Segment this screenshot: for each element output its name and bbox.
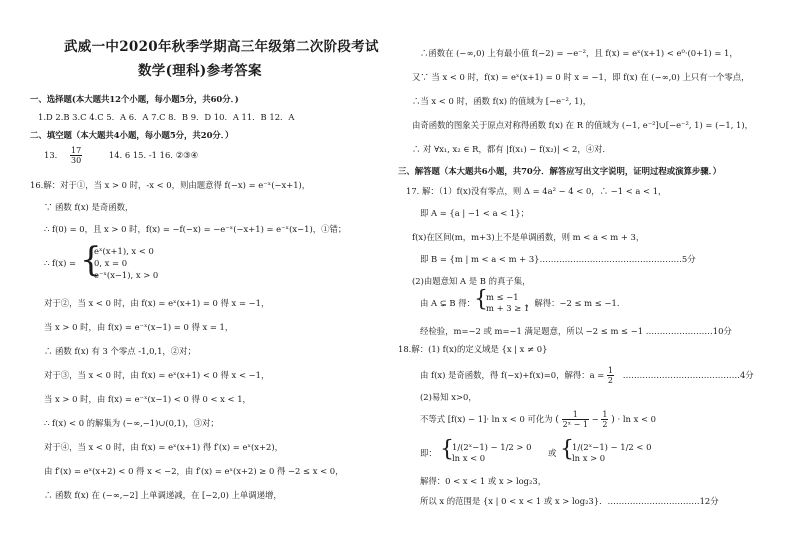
sol18-case-a: 1/(2ˣ−1) − 1/2 > 0	[452, 442, 532, 452]
fill-remaining-answers: 14. 6 15. -1 16. ②③④	[108, 150, 199, 160]
sol16-cont-line-3: ∴当 x < 0 时，函数 f(x) 的值域为 [−e⁻², 1)，	[412, 96, 592, 106]
sol16-cont-line-1: ∴函数在 (−∞,0) 上有最小值 f(−2) = −e⁻²，且 f(x) = eˣ(x+1) < e⁰·(0+1) = 1，	[420, 48, 738, 58]
q13-denominator: 30	[71, 156, 82, 165]
sol18-line-2-score: ……………………………………4分	[622, 370, 754, 380]
section-choice-heading: 一、选择题(本大题共12个小题，每小题5分，共60分．)	[30, 94, 239, 104]
sol18-line-2-text: 由 f(x) 是奇函数，得 f(−x)+f(x)=0，解得：a =	[420, 370, 605, 380]
q13-numerator: 17	[71, 146, 82, 155]
sol17-system-b: m + 3 ≥ 1	[486, 303, 530, 313]
page-title: 武威一中2020年秋季学期高三年级第二次阶段考试	[64, 39, 379, 55]
a-value-denominator: 2	[607, 376, 614, 385]
piecewise-brace-icon: {	[80, 240, 102, 280]
inequality-denominator: 2ˣ − 1	[562, 420, 589, 429]
sol18-line-6: 解得：0 < x < 1 或 x > log₂3，	[420, 476, 547, 486]
sol18-case-b: ln x < 0	[452, 453, 486, 463]
sol16-line-2: ∵ 函数 f(x) 是奇函数，	[44, 202, 134, 212]
sol16-cont-line-2: 又∵ 当 x < 0 时，f(x) = eˣ(x+1) = 0 时 x = −1，即 f(x) 在 (−∞,0) 上只有一个零点，	[412, 72, 750, 82]
sol17-system-a: m ≤ −1	[486, 292, 519, 302]
sol17-line-7: 经检验，m=−2 或 m=−1 满足题意，所以 −2 ≤ m ≤ −1 ……………………10分	[420, 326, 732, 336]
sol16-line-1: 16.解：对于①，当 x > 0 时，-x < 0，则由题意得 f(−x) = e⁻ˣ(−x+1)，	[30, 180, 311, 190]
sol16-piecewise-lhs: ∴ f(x) =	[44, 258, 77, 268]
section-fill-heading: 二、填空题（本大题共4小题，每小题5分，共20分．）	[30, 130, 234, 140]
a-value-fraction	[607, 366, 614, 385]
page-subtitle: 数学(理科)参考答案	[138, 63, 262, 79]
sol16-line-8: 对于③，当 x < 0 时，由 f(x) = eˣ(x+1) < 0 得 x < −1，	[44, 370, 270, 380]
sol16-line-3: ∴ f(0) = 0，且 x > 0 时，f(x) = −f(−x) = −e⁻ˣ(−x+1) = e⁻ˣ(x−1)，①错；	[44, 224, 347, 234]
right-column	[398, 0, 770, 560]
sol17-line-5: (2)由题意知 A 是 B 的真子集，	[412, 276, 531, 286]
sol17-line-4: 即 B = {m | m < a < m + 3}……………………………………………5分	[420, 254, 696, 264]
sol16-piece-b: 0, x = 0	[94, 258, 128, 268]
sol17-system-result: ，解得：−2 ≤ m ≤ −1．	[526, 298, 626, 308]
sol16-line-7: ∴ 函数 f(x) 有 3 个零点 -1,0,1，②对；	[44, 346, 196, 356]
sol17-line-2: 即 A = {a | −1 < a < 1}；	[420, 208, 529, 218]
sol18-line-3: (2)易知 x>0，	[420, 392, 477, 402]
sol16-piece-a: eˣ(x+1), x < 0	[94, 246, 154, 256]
sol16-line-6: 当 x > 0 时，由 f(x) = e⁻ˣ(x−1) = 0 得 x = 1，	[44, 322, 234, 332]
sol16-line-12: 由 f′(x) = eˣ(x+2) < 0 得 x < −2，由 f′(x) = eˣ(x+2) ≥ 0 得 −2 ≤ x < 0，	[44, 466, 344, 476]
inequality-minus: −	[591, 414, 599, 424]
sol16-line-5: 对于②，当 x < 0 时，由 f(x) = eˣ(x+1) = 0 得 x = −1，	[44, 298, 270, 308]
a-value-numerator: 1	[607, 366, 614, 375]
system-brace-left-icon: {	[440, 437, 454, 462]
sol18-or: 或	[548, 448, 557, 458]
sol17-system-lhs: 由 A ⊊ B 得：	[420, 298, 475, 308]
sol18-case-c: 1/(2ˣ−1) − 1/2 < 0	[572, 442, 652, 452]
sol18-line-2	[420, 366, 754, 385]
sol16-line-11: 对于④，当 x < 0 时，由 f(x) = eˣ(x+1) 得 f′(x) = eˣ(x+2)，	[44, 442, 283, 452]
sol18-line-4: 不等式 [f(x) − 1]· ln x < 0 可化为 ( $\frac{1}{\text{2ˣ − 1}}$ − $\frac{1}{2}$ ) · ln x < 0	[420, 410, 656, 429]
sol16-line-10: ∴ f(x) < 0 的解集为 (−∞,−1)∪(0,1)，③对；	[44, 418, 219, 428]
sol17-line-3: f(x)在区间(m，m+3)上不是单调函数，则 m < a < m + 3，	[412, 232, 645, 242]
choice-answers: 1.D 2.B 3.C 4.C 5．A 6．A 7.C 8．B 9．D 10．A 11．B 12．A	[38, 112, 295, 122]
sol18-line-1: 18.解：(1) f(x)的定义域是 {x | x ≠ 0}	[398, 344, 548, 354]
half-numerator: 1	[602, 410, 608, 419]
sol18-line-4-tail: · ln x < 0	[617, 414, 656, 424]
inequality-fraction	[562, 410, 589, 429]
sol18-case-d: ln x > 0	[572, 453, 606, 463]
fill-answers	[44, 146, 198, 165]
system-brace-icon: {	[474, 287, 488, 312]
section-solution-heading: 三、解答题（本大题共6小题，共70分．解答应写出文字说明，证明过程或演算步骤．）	[398, 166, 722, 176]
q13-label: 13.	[44, 150, 58, 160]
system-brace-right-icon: {	[560, 437, 574, 462]
sol16-piece-c: e⁻ˣ(x−1), x > 0	[94, 270, 159, 280]
sol16-line-9: 当 x > 0 时，由 f(x) = e⁻ˣ(x−1) < 0 得 0 < x < 1，	[44, 394, 251, 404]
left-column	[30, 0, 390, 560]
q13-fraction	[70, 146, 82, 165]
half-denominator: 2	[602, 420, 608, 429]
sol16-cont-line-5: ∴ 对 ∀x₁, x₂ ∈ R，都有 |f(x₁) − f(x₂)| < 2，④对．	[412, 144, 611, 154]
sol16-line-13: ∴ 函数 f(x) 在 (−∞,−2] 上单调递减，在 [−2,0) 上单调递增，	[44, 490, 282, 500]
sol18-system-lhs: 即：	[420, 448, 437, 458]
inequality-numerator: 1	[562, 410, 589, 420]
sol18-line-7: 所以 x 的范围是 {x | 0 < x < 1 或 x > log₂3}．……………………………12分	[420, 496, 719, 506]
sol18-line-4-text: 不等式 [f(x) − 1]· ln x < 0 可化为	[420, 414, 553, 424]
sol17-line-1: 17. 解：（1）f(x)没有零点，则 Δ = 4a² − 4 < 0，∴ −1 < a < 1，	[406, 186, 667, 196]
sol16-cont-line-4: 由奇函数的图象关于原点对称得函数 f(x) 在 R 的值域为 (−1, e⁻²]∪[−e⁻², 1) = (−1, 1)，	[412, 120, 753, 130]
